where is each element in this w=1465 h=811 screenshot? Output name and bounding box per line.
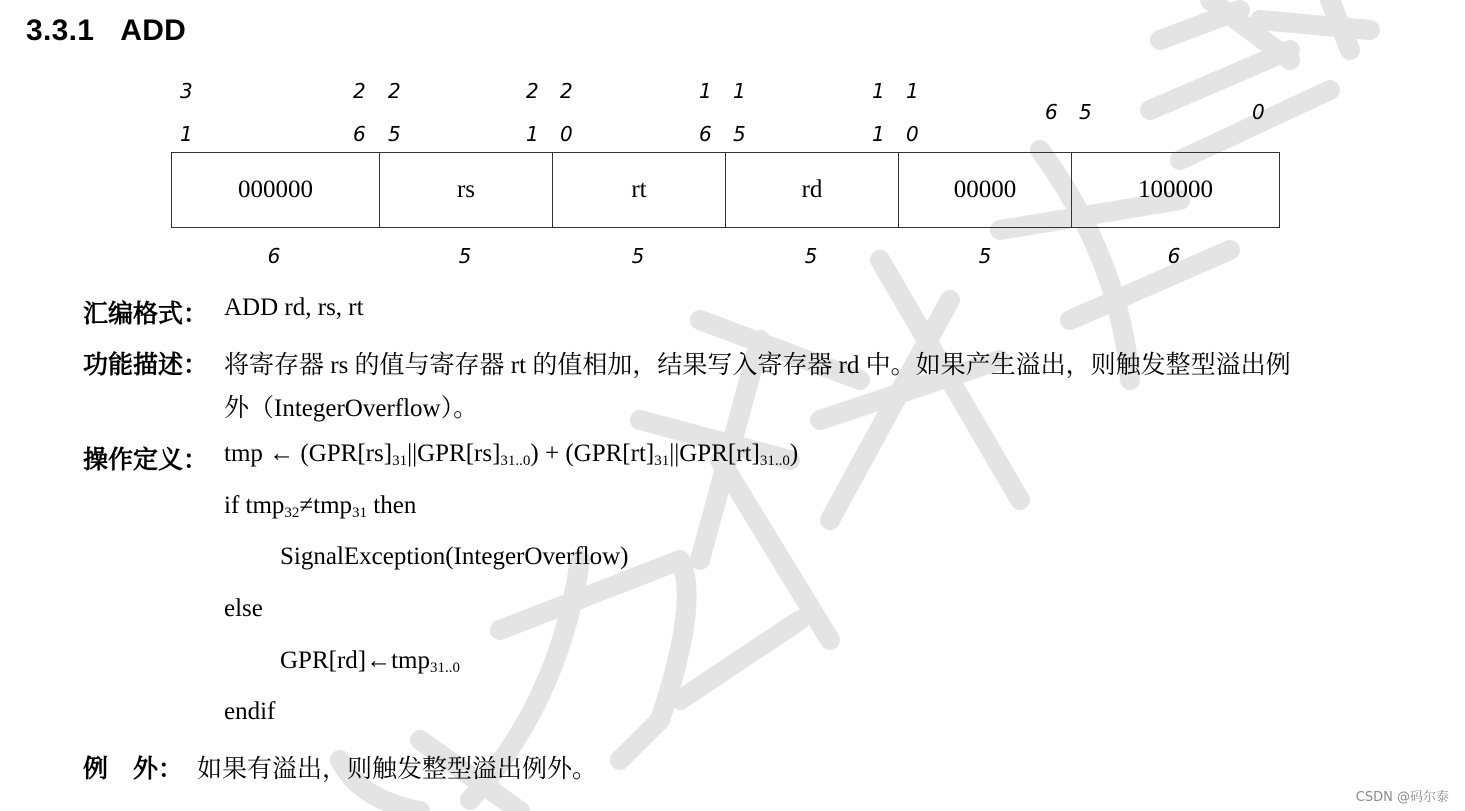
bit-label-21-top: 2 [526, 79, 545, 103]
description-line-1: 将寄存器 rs 的值与寄存器 rt 的值相加，结果写入寄存器 rd 中。如果产生溢出，则触发整型溢出例 [224, 352, 1291, 379]
section-number: 3.3.1 [26, 14, 95, 47]
field-rd: rd [726, 153, 899, 228]
bit-label-25-top: 2 [388, 79, 407, 103]
field-opcode: 000000 [172, 153, 380, 228]
bit-label-10-top: 1 [906, 79, 925, 103]
bit-label-16-top: 1 [699, 79, 718, 103]
description-label: 功能描述： [83, 350, 209, 379]
assembly-label: 汇编格式： [83, 299, 209, 328]
exception-label: 例 外： [83, 754, 184, 783]
field-rs: rs [380, 153, 553, 228]
bit-label-11-top: 1 [872, 79, 891, 103]
width-rs: 5 [458, 244, 472, 268]
width-sa: 5 [978, 244, 992, 268]
section-name: ADD [120, 14, 187, 47]
bit-label-10-bottom: 0 [906, 122, 925, 146]
field-funct: 100000 [1072, 153, 1280, 228]
bit-label-26-top: 2 [353, 79, 372, 103]
bit-label-15-bottom: 5 [733, 122, 752, 146]
section-title [26, 14, 186, 48]
width-rt: 5 [631, 244, 645, 268]
bit-label-11-bottom: 1 [872, 122, 891, 146]
field-rt: rt [553, 153, 726, 228]
bit-label-16-bottom: 6 [699, 122, 718, 146]
bit-label-0: 0 [1252, 100, 1271, 124]
assembly-value: ADD rd, rs, rt [224, 294, 364, 321]
bit-label-21-bottom: 1 [526, 122, 545, 146]
operation-line-5: GPR[rd]←tmp$_{31..0}$ [280, 647, 460, 676]
bit-label-26-bottom: 6 [353, 122, 372, 146]
width-rd: 5 [804, 244, 818, 268]
operation-label: 操作定义： [83, 445, 209, 474]
operation-line-1: tmp ← $(GPR[rs]_{31}||GPR[rs]_{31..0}) + (GPR[rt]_{31}||GPR[rt]_{31..0})$ [224, 440, 799, 469]
bit-label-20-top: 2 [560, 79, 579, 103]
bit-label-15-top: 1 [733, 79, 752, 103]
operation-line-3: SignalException(IntegerOverflow) [280, 543, 629, 570]
width-funct: 6 [1167, 244, 1181, 268]
operation-line-6: endif [224, 698, 276, 725]
bit-label-31-top: 3 [180, 79, 199, 103]
bit-label-6: 6 [1045, 100, 1064, 124]
bit-label-31-bottom: 1 [180, 122, 199, 146]
exception-value: 如果有溢出，则触发整型溢出例外。 [197, 756, 598, 783]
description-line-2: 外（IntegerOverflow）。 [224, 395, 479, 422]
bit-label-20-bottom: 0 [560, 122, 579, 146]
source-credit: CSDN @码尔泰 [1355, 790, 1449, 805]
operation-line-2: if tmp$_{32}$≠tmp$_{31}$ then [224, 492, 417, 521]
operation-line-4: else [224, 595, 263, 622]
bit-label-5: 5 [1079, 100, 1098, 124]
field-sa: 00000 [899, 153, 1072, 228]
width-opcode: 6 [267, 244, 281, 268]
encoding-table [171, 152, 1280, 228]
bit-label-25-bottom: 5 [388, 122, 407, 146]
